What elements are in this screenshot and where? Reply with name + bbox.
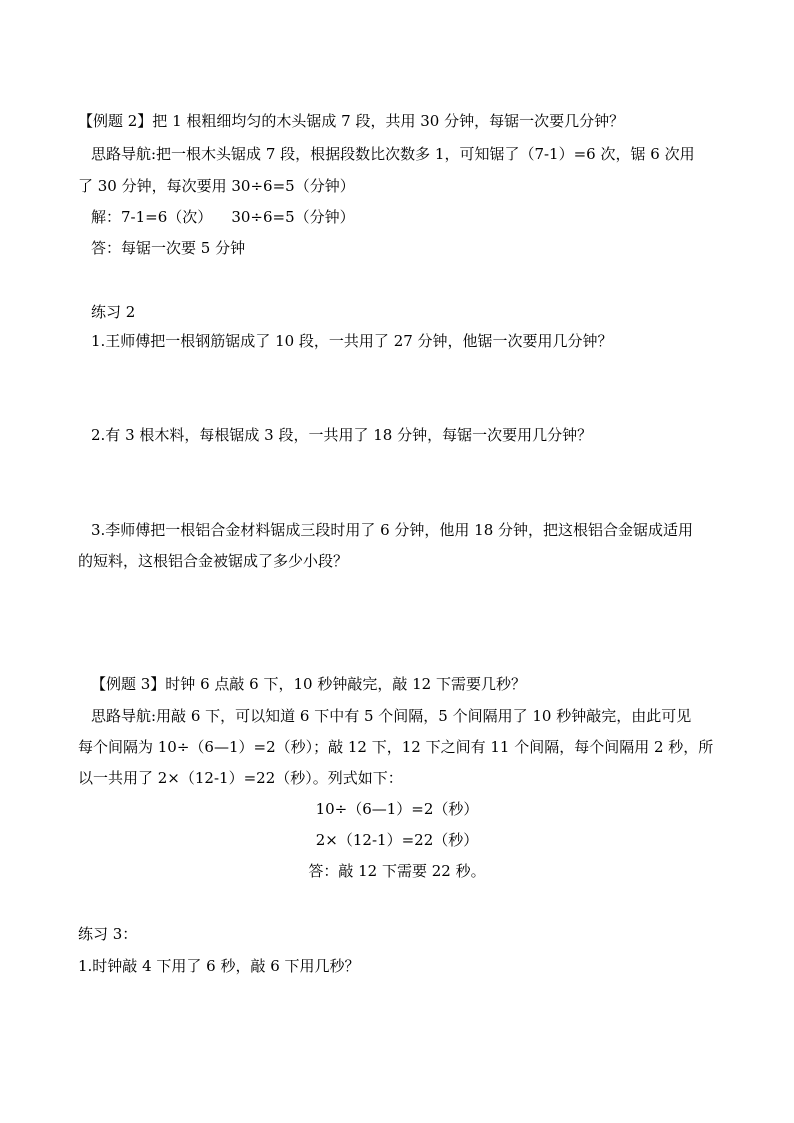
example3-idea-line2: 每个间隔为 10÷（6—1）=2（秒）；敲 12 下，12 下之间有 11 个间隔，每个间隔用 2 秒，所 <box>78 738 714 756</box>
practice2-question-3-line1: 3.李师傅把一根铝合金材料锯成三段时用了 6 分钟，他用 18 分钟，把这根铝合金锯成适用 <box>91 521 694 539</box>
practice3-heading: 练习 3： <box>78 925 138 943</box>
example3-idea-line1: 思路导航:用敲 6 下，可以知道 6 下中有 5 个间隔，5 个间隔用了 10 秒钟敲完，由此可见 <box>91 707 692 725</box>
example2-solution: 解：7-1=6（次） 30÷6=5（分钟） <box>91 208 355 226</box>
example2-answer: 答：每锯一次要 5 分钟 <box>91 239 246 257</box>
example3-title: 【例题 3】时钟 6 点敲 6 下，10 秒钟敲完，敲 12 下需要几秒？ <box>91 675 526 693</box>
example2-idea-line2: 了 30 分钟，每次要用 30÷6=5（分钟） <box>78 177 355 195</box>
practice2-heading: 练习 2 <box>91 303 136 321</box>
example2-idea-line1: 思路导航:把一根木头锯成 7 段，根据段数比次数多 1，可知锯了（7-1）=6 次，锯 6 次用 <box>91 145 695 163</box>
example3-equation-2: 2×（12-1）=22（秒） <box>315 831 479 849</box>
example2-title: 【例题 2】把 1 根粗细均匀的木头锯成 7 段，共用 30 分钟，每锯一次要几分钟？ <box>78 112 625 130</box>
practice3-question-1: 1.时钟敲 4 下用了 6 秒，敲 6 下用几秒？ <box>78 957 360 975</box>
practice2-question-3-line2: 的短料，这根铝合金被锯成了多少小段？ <box>78 552 349 570</box>
example3-idea-line3: 以一共用了 2×（12-1）=22（秒）。列式如下： <box>78 769 403 787</box>
practice2-question-1: 1.王师傅把一根钢筋锯成了 10 段，一共用了 27 分钟，他锯一次要用几分钟？ <box>91 332 613 350</box>
example3-equation-1: 10÷（6—1）=2（秒） <box>315 800 479 818</box>
practice2-question-2: 2.有 3 根木料，每根锯成 3 段，一共用了 18 分钟，每锯一次要用几分钟？ <box>91 426 593 444</box>
example3-answer: 答：敲 12 下需要 22 秒。 <box>308 862 486 880</box>
